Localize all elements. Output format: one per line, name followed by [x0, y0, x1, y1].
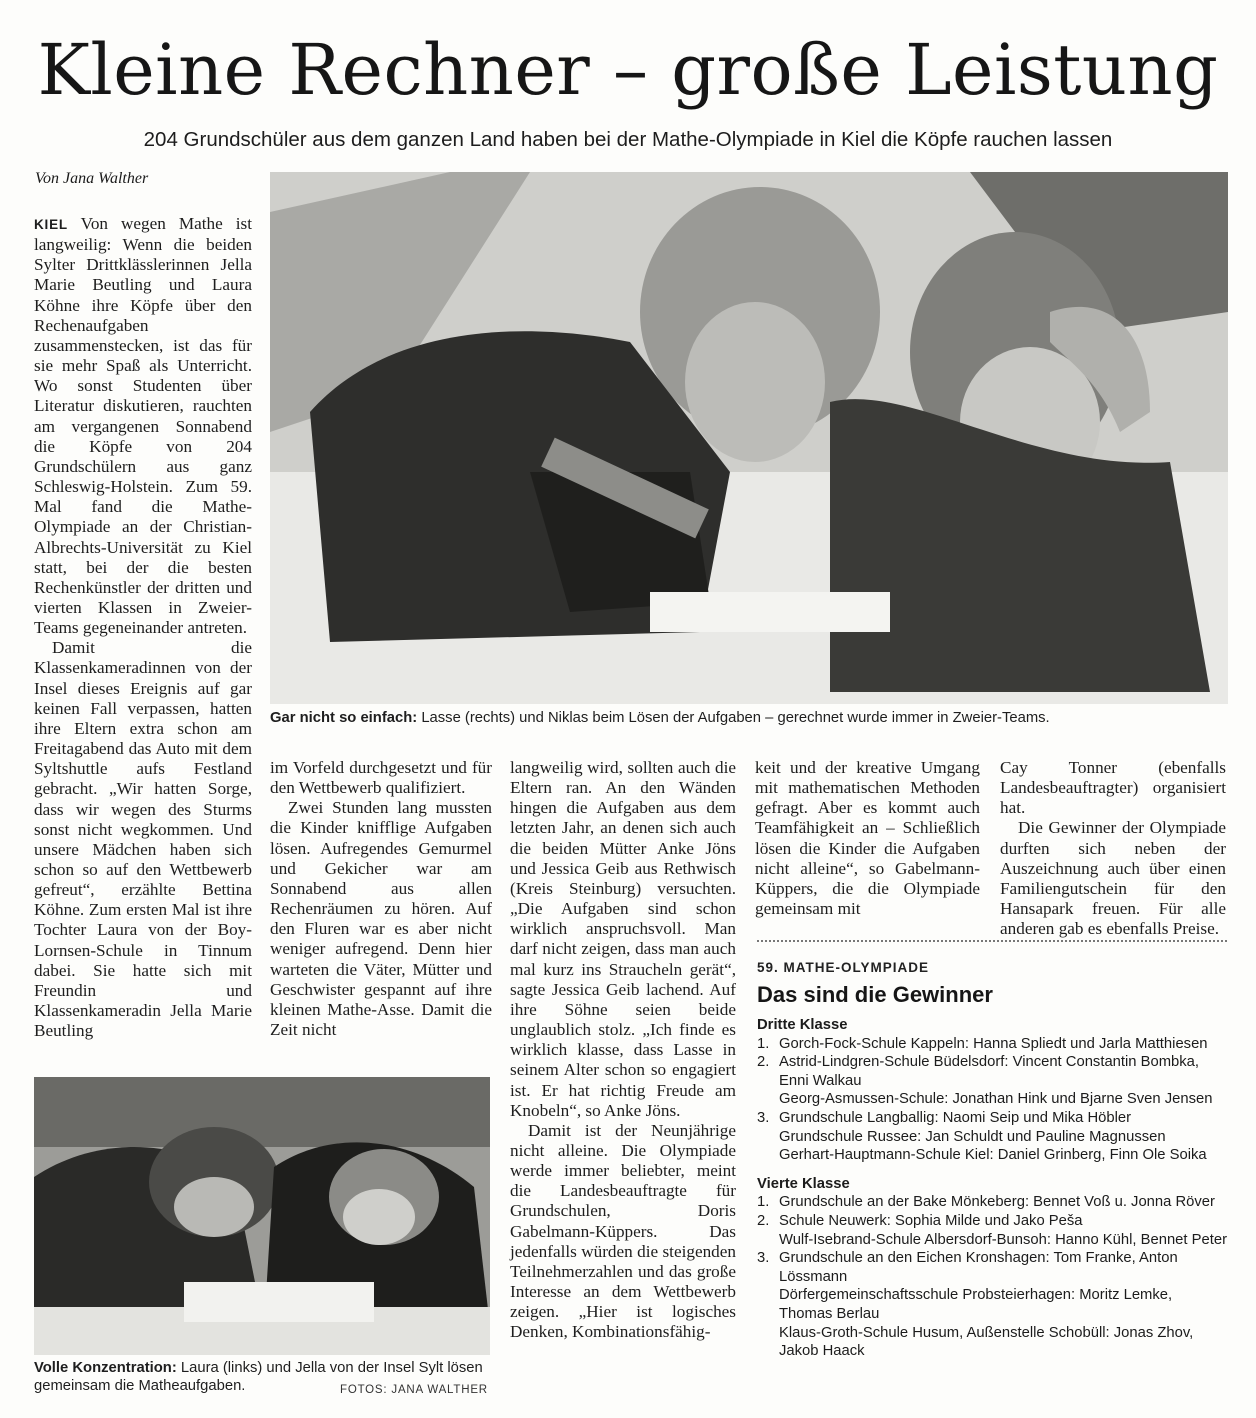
- rank: 3.: [757, 1250, 770, 1267]
- article-column-5: [1000, 758, 1226, 939]
- secondary-photo-illustration: [34, 1077, 490, 1355]
- class-4-places: [757, 1193, 1227, 1360]
- rank: 1.: [757, 1035, 770, 1052]
- subheadline: 204 Grundschüler aus dem ganzen Land haben bei der Mathe-Olympiade in Kiel die Köpfe rauchen lassen: [143, 128, 1113, 151]
- main-photo: [270, 172, 1228, 704]
- box-title: Das sind die Gewinner: [757, 982, 993, 1007]
- caption-text: Laura (links) und Jella von der Insel Sylt lösen gemeinsam die Matheaufgaben.: [34, 1360, 483, 1394]
- box-kicker: 59. MATHE-OLYMPIADE: [757, 960, 930, 975]
- article-column-1: [34, 214, 252, 1041]
- article-column-4: [755, 758, 980, 919]
- class-label-4: Vierte Klasse: [757, 1175, 850, 1192]
- rank: 3.: [757, 1109, 770, 1126]
- main-photo-illustration: [270, 172, 1228, 704]
- winner-entry: Dörfergemeinschaftsschule Probsteierhagen: Moritz Lemke, Thomas Berlau: [779, 1287, 1173, 1322]
- rank: 2.: [757, 1054, 770, 1071]
- photo-credit: FOTOS: JANA WALTHER: [340, 1384, 488, 1396]
- winner-entry: Wulf-Isebrand-Schule Albersdorf-Bunsoh: Hanno Kühl, Bennet Peter: [779, 1231, 1228, 1248]
- winner-entry: Georg-Asmussen-Schule: Jonathan Hink und Bjarne Sven Jensen: [779, 1091, 1213, 1108]
- rank: 2.: [757, 1212, 770, 1229]
- paragraph: Damit die Klassenkameradinnen von der Insel dieses Ereignis auf gar keinen Fall verpassen, hatten ihre Eltern extra schon am Freitagabend das Auto mit dem Syltshuttle aufs Festland gebracht. „Wir hatten Sorge, dass wir wegen des Sturms sonst nicht wegkommen. Und unsere Mädchen haben sich schon so auf den Wettbewerb gefreut“, erzählte Bettina Köhne. Zum ersten Mal ist ihre Tochter Laura von der Boy-Lornsen-Schule in Tinnum dabei. Sie hatte sich mit Freundin und Klassenkameradin Jella Marie Beutling: [34, 638, 252, 1041]
- box-divider: [757, 940, 1227, 942]
- list-item: [757, 1193, 1227, 1212]
- caption-text: Lasse (rechts) und Niklas beim Lösen der Aufgaben – gerechnet wurde immer in Zweier-Teams.: [421, 710, 1050, 726]
- list-item: [757, 1035, 1227, 1054]
- article-column-3: [510, 758, 736, 1343]
- list-item: [757, 1109, 1227, 1165]
- rank: 1.: [757, 1194, 770, 1211]
- paragraph: [34, 214, 252, 638]
- dateline: KIEL: [34, 217, 68, 232]
- winner-entry: Gorch-Fock-Schule Kappeln: Hanna Spliedt und Jarla Matthiesen: [779, 1035, 1208, 1052]
- winner-entry: Grundschule Russee: Jan Schuldt und Pauline Magnussen: [779, 1128, 1166, 1145]
- article-column-2: [270, 758, 492, 1040]
- paragraph: Die Gewinner der Olympiade durften sich neben der Auszeichnung auch über einen Familiengutschein für den Hansapark freuen. Für alle anderen gab es ebenfalls Preise.: [1000, 818, 1226, 939]
- caption-lead: Gar nicht so einfach:: [270, 710, 418, 726]
- winners-list: [757, 1016, 1227, 1371]
- list-item: [757, 1249, 1227, 1361]
- winner-entry: Grundschule Langballig: Naomi Seip und Mika Höbler: [779, 1109, 1132, 1126]
- winner-entry: Astrid-Lindgren-Schule Büdelsdorf: Vincent Constantin Bombka, Enni Walkau: [779, 1054, 1200, 1089]
- class-3-places: [757, 1035, 1227, 1165]
- paragraph-text: Von wegen Mathe ist langweilig: Wenn die beiden Sylter Drittklässlerinnen Jella Marie Beutling und Laura Köhne ihre Köpfe über den Rechenaufgaben zusammenstecken, ist das für sie mehr Spaß als Unterricht. Wo sonst Studenten über Literatur diskutieren, rauchten am vergangenen Sonnabend die Köpfe von 204 Grundschülern aus ganz Schleswig-Holstein. Zum 59. Mal fand die Mathe-Olympiade an der Christian-Albrechts-Universität zu Kiel statt, bei der die besten Rechenkünstler der dritten und vierten Klassen in Zweier-Teams gegeneinander antreten.: [34, 214, 252, 638]
- paragraph: im Vorfeld durchgesetzt und für den Wettbewerb qualifiziert.: [270, 758, 492, 798]
- main-photo-caption: [270, 710, 1230, 728]
- caption-lead: Volle Konzentration:: [34, 1360, 177, 1376]
- paragraph: Damit ist der Neunjährige nicht alleine. Die Olympiade werde immer beliebter, meint die Landesbeauftragte für Grundschulen, Doris Gabelmann-Küppers. Das jedenfalls würden die steigenden Teilnehmerzahlen und das große Interesse an dem Wettbewerb zeigen. „Hier ist logisches Denken, Kombinationsfähig-: [510, 1120, 736, 1342]
- list-item: [757, 1212, 1227, 1249]
- list-item: [757, 1053, 1227, 1109]
- winner-entry: Klaus-Groth-Schule Husum, Außenstelle Schobüll: Jonas Zhov, Jakob Haack: [779, 1324, 1194, 1360]
- paragraph: Cay Tonner (ebenfalls Landesbeauftragter) organisiert hat.: [1000, 758, 1226, 818]
- class-label-3: Dritte Klasse: [757, 1017, 848, 1033]
- paragraph: Zwei Stunden lang mussten die Kinder knifflige Aufgaben lösen. Aufregendes Gemurmel und Gekicher war am Sonnabend aus allen Rechenräumen zu hören. Auf den Fluren war es aber nicht weniger aufregend. Denn hier warteten die Väter, Mütter und Geschwister gespannt auf ihre kleinen Mathe-Asse. Damit die Zeit nicht: [270, 798, 492, 1040]
- headline: Kleine Rechner – große Leistung: [37, 29, 1219, 111]
- paragraph: langweilig wird, sollten auch die Eltern ran. An den Wänden hingen die Aufgaben aus dem letzten Jahr, an denen sich auch die beiden Mütter Anke Jöns und Jessica Geib aus Rethwisch (Kreis Steinburg) versuchten. „Die Aufgaben sind schon wirklich anspruchsvoll. Man darf nicht zeigen, dass man auch mal kurz ins Straucheln gerät“, sagte Jessica Geib lachend. Auf ihre Söhne seien beide unglaublich stolz. „Ich finde es wirklich klasse, dass Lasse in seinem Alter schon so engagiert ist. Er hat richtig Freude am Knobeln“, so Anke Jöns.: [510, 758, 736, 1120]
- secondary-photo: [34, 1077, 490, 1355]
- byline: Von Jana Walther: [35, 170, 149, 187]
- winner-entry: Gerhart-Hauptmann-Schule Kiel: Daniel Grinberg, Finn Ole Soika: [779, 1147, 1207, 1164]
- winner-entry: Grundschule an den Eichen Kronshagen: Tom Franke, Anton Lössmann: [779, 1250, 1178, 1285]
- winner-entry: Schule Neuwerk: Sophia Milde und Jako Peša: [779, 1212, 1083, 1229]
- winner-entry: Grundschule an der Bake Mönkeberg: Bennet Voß u. Jonna Röver: [779, 1194, 1215, 1211]
- paragraph: keit und der kreative Umgang mit mathematischen Methoden gefragt. Aber es kommt auch Teamfähigkeit an – Schließlich lösen die Kinder die Aufgaben nicht alleine“, so Gabelmann-Küppers, die die Olympiade gemeinsam mit: [755, 758, 980, 919]
